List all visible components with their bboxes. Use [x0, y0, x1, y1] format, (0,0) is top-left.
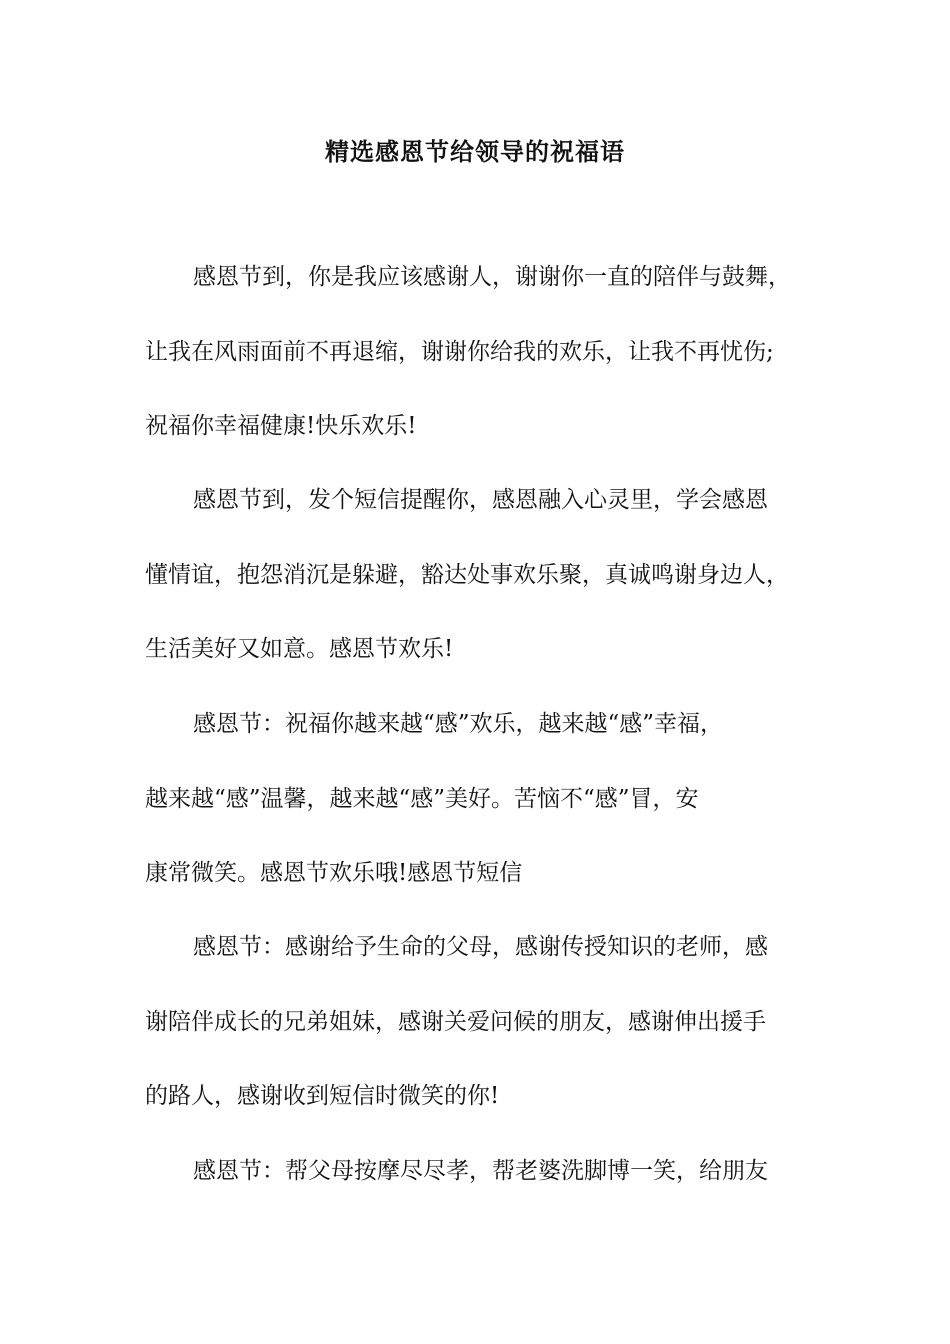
paragraph-1-line-3: 祝福你幸福健康!快乐欢乐!: [145, 413, 417, 439]
paragraph-5-line-1: 感恩节：帮父母按摩尽尽孝，帮老婆洗脚博一笑，给朋友: [193, 1158, 768, 1184]
document-title: 精选感恩节给领导的祝福语: [325, 137, 625, 166]
paragraph-2-line-2: 懂情谊，抱怨消沉是躲避，豁达处事欢乐聚，真诚鸣谢身边人，: [145, 562, 789, 588]
paragraph-2-line-3: 生活美好又如意。感恩节欢乐!: [145, 636, 454, 662]
paragraph-3-line-1: 感恩节：祝福你越来越“感”欢乐，越来越“感”幸福，: [193, 711, 724, 737]
paragraph-4-line-1: 感恩节：感谢给予生命的父母，感谢传授知识的老师，感: [193, 934, 768, 960]
paragraph-4-line-2: 谢陪伴成长的兄弟姐妹，感谢关爱问候的朋友，感谢伸出援手: [145, 1009, 766, 1035]
paragraph-2-line-1: 感恩节到，发个短信提醒你，感恩融入心灵里，学会感恩: [193, 487, 768, 513]
paragraph-3-line-2: 越来越“感”温馨，越来越“感”美好。苦恼不“感”冒，安: [145, 786, 699, 812]
paragraph-1-line-1: 感恩节到，你是我应该感谢人，谢谢你一直的陪伴与鼓舞，: [193, 264, 791, 290]
paragraph-4-line-3: 的路人，感谢收到短信时微笑的你!: [145, 1083, 500, 1109]
paragraph-1-line-2: 让我在风雨面前不再退缩，谢谢你给我的欢乐，让我不再忧伤;: [145, 339, 774, 365]
paragraph-3-line-3: 康常微笑。感恩节欢乐哦!感恩节短信: [145, 860, 523, 886]
